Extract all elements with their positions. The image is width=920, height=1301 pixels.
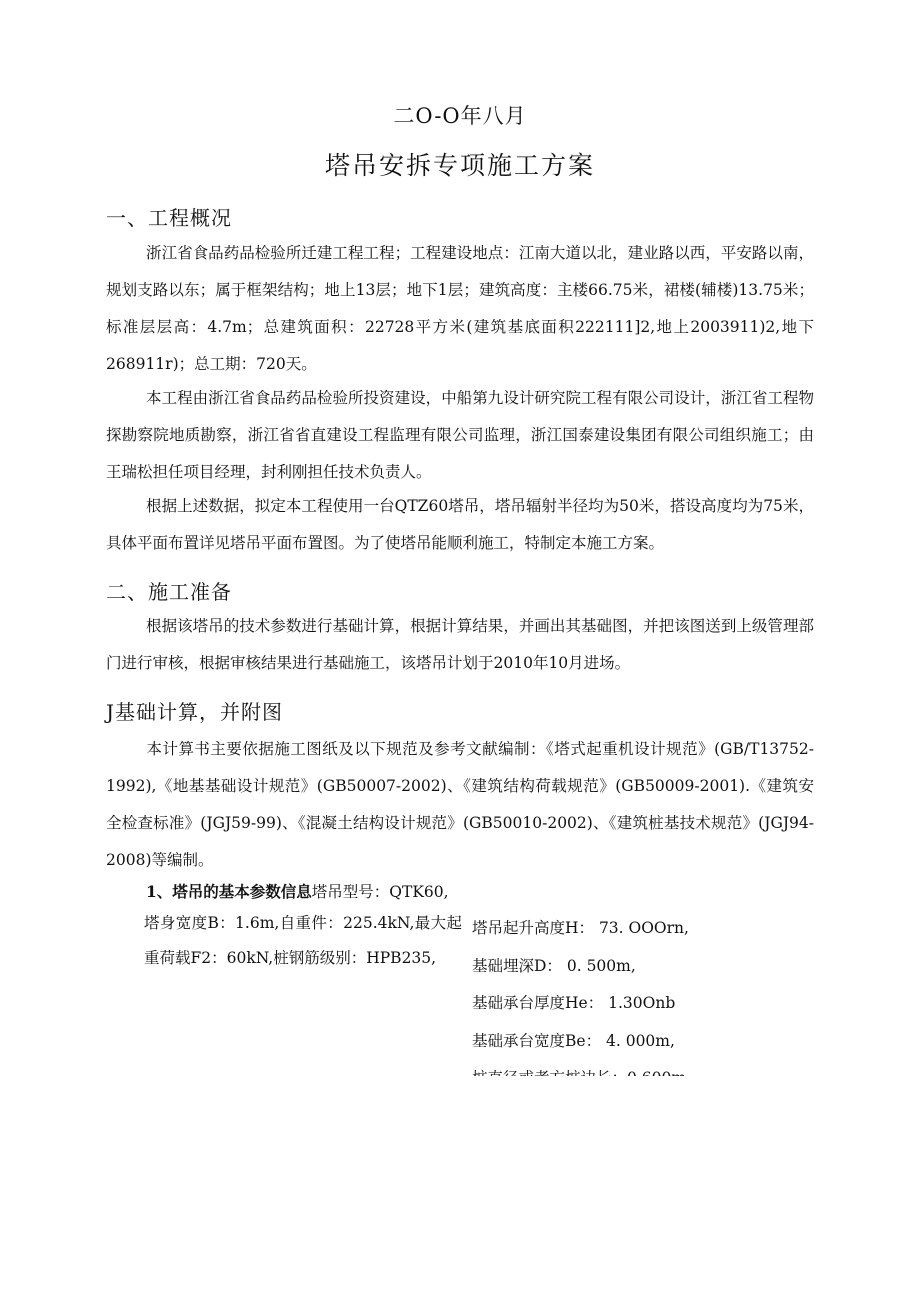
parameters-left-column: 塔身宽度B：1.6m,自重件：225.4kN,最大起重荷载F2：60kN,桩钢筋级别：HPB235,	[144, 914, 462, 967]
cap-thickness-line: 基础承台厚度He： 1.30Onb	[472, 994, 676, 1012]
overview-paragraph-3: 根据上述数据，拟定本工程使用一台QTZ60塔吊，塔吊辐射半径均为50米，搭设高度均为75米，具体平面布置详见塔吊平面布置图。为了使塔吊能顺利施工，特制定本施工方案。	[106, 497, 814, 552]
preparation-paragraph: 根据该塔吊的技术参数进行基础计算，根据计算结果，并画出其基础图，并把该图送到上级管理部门进行审核，根据审核结果进行基础施工，该塔吊计划于2010年10月进场。	[106, 617, 814, 672]
overview-paragraph-1: 浙江省食品药品检验所迁建工程工程；工程建设地点：江南大道以北，建业路以西，平安路以南，规划支路以东；属于框架结构；地上13层；地下1层；建筑高度：主楼66.75米，裙楼(辅楼)13.75米；标准层层高：4.7m；总建筑面积：22728平方米(建筑基底面积222111]2,地上2003911)2,地下268911r)；总工期：720天。	[106, 244, 814, 373]
overview-paragraph-2: 本工程由浙江省食品药品检验所投资建设，中船第九设计研究院工程有限公司设计，浙江省工程物探勘察院地质勘察，浙江省省直建设工程监理有限公司监理，浙江国泰建设集团有限公司组织施工；由王瑞松担任项目经理，封利刚担任技术负责人。	[106, 389, 814, 481]
parameters-right-column	[472, 910, 772, 1098]
section-heading-foundation: J基础计算，并附图	[106, 700, 284, 724]
page-cutoff	[0, 1076, 920, 1301]
cap-width-line: 基础承台宽度Be： 4. 000m,	[472, 1031, 675, 1050]
section-heading-preparation: 二、施工准备	[106, 580, 232, 604]
document-date: 二O-O年八月	[393, 104, 527, 128]
basic-parameters-model: 塔吊型号：QTK60,	[311, 883, 449, 901]
basic-parameters-label: 1、塔吊的基本参数信息	[146, 882, 312, 901]
lift-height-line: 塔吊起升高度H： 73. OOOrn,	[472, 919, 689, 937]
foundation-paragraph: 本计算书主要依据施工图纸及以下规范及参考文献编制：《塔式起重机设计规范》(GB/T13752-1992),《地基基础设计规范》(GB50007-2002)、《建筑结构荷载规范》(GB50009-2001).《建筑安全检查标准》(JGJ59-99)、《混凝土结构设计规范》(GB50010-2002)、《建筑桩基技术规范》(JGJ94-2008)等编制。	[106, 740, 814, 869]
document-title: 塔吊安拆专项施工方案	[324, 151, 595, 180]
section-heading-overview: 一、工程概况	[106, 206, 232, 230]
burial-depth-line: 基础埋深D： 0. 500m,	[472, 956, 636, 975]
